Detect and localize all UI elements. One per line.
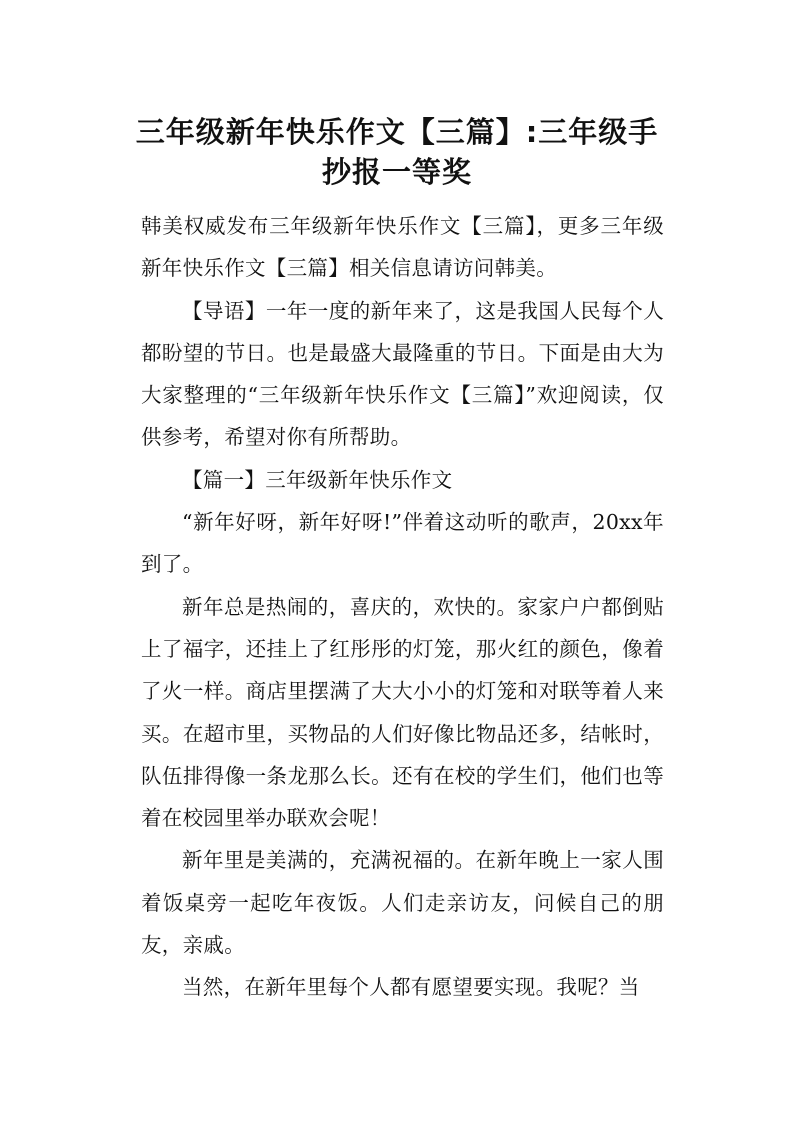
body-paragraph: 当然，在新年里每个人都有愿望要实现。我呢？当 <box>182 975 640 1000</box>
body-paragraph: “新年好呀，新年好呀!”伴着这动听的歌声，20xx年到了。 <box>141 510 664 577</box>
document-title <box>130 112 664 192</box>
intro-paragraph: 韩美权威发布三年级新年快乐作文【三篇】，更多三年级新年快乐作文【三篇】相关信息请访问韩美。 <box>141 214 664 281</box>
title-line-1: 三年级新年快乐作文【三篇】:三年级手 <box>135 115 659 149</box>
document-body <box>141 205 664 1009</box>
section-heading: 【篇一】三年级新年快乐作文 <box>182 467 453 492</box>
body-paragraph: 新年总是热闹的，喜庆的，欢快的。家家户户都倒贴上了福字，还挂上了红彤彤的灯笼，那火红的颜色，像着了火一样。商店里摆满了大大小小的灯笼和对联等着人来买。在超市里，买物品的人们好像比物品还多，结帐时，队伍排得像一条龙那么长。还有在校的学生们，他们也等着在校园里举办联欢会呢！ <box>141 594 664 831</box>
body-paragraph: 新年里是美满的，充满祝福的。在新年晚上一家人围着饭桌旁一起吃年夜饭。人们走亲访友，问候自己的朋友，亲戚。 <box>141 848 664 958</box>
preface-paragraph: 【导语】一年一度的新年来了，这是我国人民每个人都盼望的节日。也是最盛大最隆重的节日。下面是由大为大家整理的“三年级新年快乐作文【三篇】”欢迎阅读，仅供参考，希望对你有所帮助。 <box>141 298 664 450</box>
title-line-2: 抄报一等奖 <box>321 155 472 189</box>
